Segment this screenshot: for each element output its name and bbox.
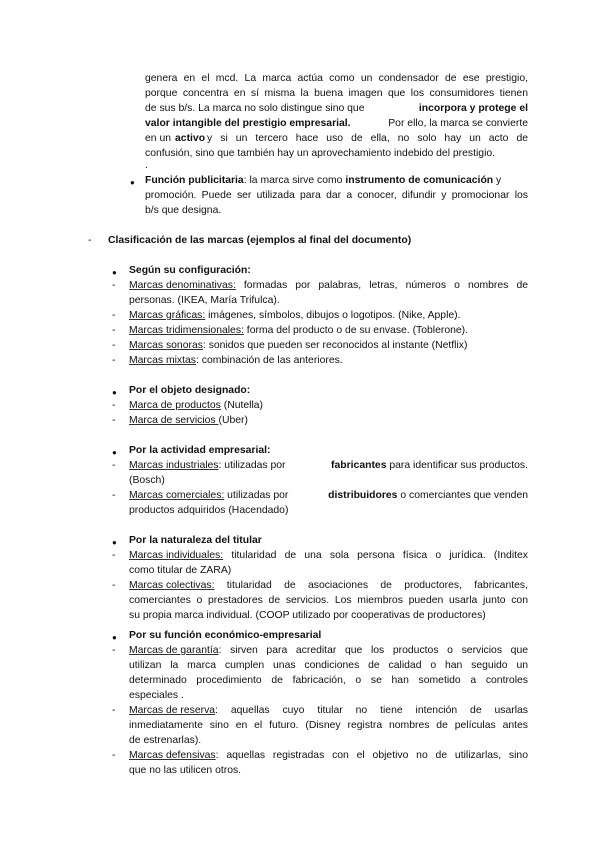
clasificacion-heading: Clasificación de las marcas (ejemplos al final del documento) bbox=[108, 235, 412, 246]
funcion-publicitaria-line-2: promoción. Puede ser utilizada para dar a conocer, difundir y promocionar los bbox=[145, 190, 528, 201]
objeto-heading: Por el objeto designado: bbox=[129, 385, 251, 396]
list-item: Marcas tridimensionales: forma del producto o de su envase. (Toblerone). bbox=[129, 325, 469, 336]
list-dash: - bbox=[112, 400, 116, 411]
funcion-publicitaria-line-3: b/s que designa. bbox=[145, 205, 222, 216]
list-item: Marca de productos (Nutella) bbox=[129, 400, 263, 411]
list-item: Marcas comerciales: utilizadas por distribuidores o comerciantes que venden bbox=[129, 490, 528, 501]
list-item-cont: productos adquiridos (Hacendado) bbox=[129, 505, 289, 516]
intro-line-5: en un activo y si un tercero hace uso de ella, no solo hay un acto de bbox=[145, 133, 528, 144]
list-item: Marcas mixtas: combinación de las anteriores. bbox=[129, 355, 343, 366]
funcion-economica-heading: Por su función económico-empresarial bbox=[129, 630, 322, 641]
list-dash: - bbox=[112, 580, 116, 591]
list-dash: - bbox=[112, 415, 116, 426]
intro-line-6: confusión, sino que también hay un aprovechamiento indebido del prestigio. bbox=[145, 148, 496, 159]
titular-heading: Por la naturaleza del titular bbox=[129, 535, 262, 546]
list-item-cont: como titular de ZARA) bbox=[129, 565, 232, 576]
list-item-cont: (Bosch) bbox=[129, 475, 165, 486]
list-item-cont: su propia marca individual. (COOP utilizado por cooperativas de productores) bbox=[129, 610, 486, 621]
list-item-cont: determinado procedimiento de fabricación, o se han sometido a controles bbox=[129, 675, 528, 686]
list-dash: - bbox=[112, 750, 116, 761]
list-item-cont: utilizan la marca cumplen unas condiciones de calidad o han seguido un bbox=[129, 660, 528, 671]
list-item: Marcas individuales: titularidad de una sola persona física o jurídica. (Inditex bbox=[129, 550, 528, 561]
list-dash: - bbox=[112, 355, 116, 366]
bullet-icon: ● bbox=[112, 538, 117, 547]
bullet-icon: ● bbox=[130, 178, 135, 187]
list-item: Marcas de reserva : aquellas cuyo titular no tiene intención de usarlas bbox=[129, 705, 528, 716]
intro-line-4: valor intangible del prestigio empresarial. Por ello, la marca se convierte bbox=[145, 118, 528, 129]
list-item-cont: que no las utilicen otros. bbox=[129, 765, 242, 776]
intro-period: . bbox=[145, 160, 148, 171]
list-item: Marcas industriales: utilizadas por fabricantes para identificar sus productos. bbox=[129, 460, 528, 471]
bullet-icon: ● bbox=[112, 448, 117, 457]
list-item-cont: inmediatamente sino en el futuro. (Disney registra nombres de películas antes bbox=[129, 720, 528, 731]
list-dash: - bbox=[112, 310, 116, 321]
intro-line-3: de sus b/s. La marca no solo distingue sino que incorpora y protege el bbox=[145, 103, 528, 114]
list-item-cont: especiales . bbox=[129, 690, 184, 701]
bullet-icon: ● bbox=[112, 633, 117, 642]
list-dash: - bbox=[112, 280, 116, 291]
list-item: Marca de servicios (Uber) bbox=[129, 415, 248, 426]
list-item: Marcas denominativas: formadas por palabras, letras, números o nombres de bbox=[129, 280, 528, 291]
intro-line-1: genera en el mcd. La marca actúa como un condensador de ese prestigio, bbox=[145, 73, 528, 84]
list-item-cont: de estrenarlas). bbox=[129, 735, 202, 746]
bullet-icon: ● bbox=[112, 268, 117, 277]
list-item-cont: comerciantes o prestadores de servicios. Los miembros pueden usarla junto con bbox=[129, 595, 528, 606]
list-dash: - bbox=[112, 705, 116, 716]
list-item: Marcas de garantía : sirven para acreditar que los productos o servicios que bbox=[129, 645, 528, 656]
list-dash: - bbox=[112, 325, 116, 336]
list-dash: - bbox=[112, 490, 116, 501]
list-item: Marcas sonoras: sonidos que pueden ser reconocidos al instante (Netflix) bbox=[129, 340, 468, 351]
list-dash: - bbox=[112, 550, 116, 561]
list-dash: - bbox=[112, 645, 116, 656]
list-item: Marcas defensivas : aquellas registradas con el objetivo no de utilizarlas, sino bbox=[129, 750, 528, 761]
list-item-cont: personas. (IKEA, María Trifulca). bbox=[129, 295, 280, 306]
heading-dash: - bbox=[88, 235, 92, 246]
list-dash: - bbox=[112, 460, 116, 471]
list-item: Marcas gráficas: imágenes, símbolos, dibujos o logotipos. (Nike, Apple). bbox=[129, 310, 461, 321]
bullet-icon: ● bbox=[112, 388, 117, 397]
funcion-publicitaria-line-1: Función publicitaria : la marca sirve como instrumento de comunicación y bbox=[145, 175, 502, 186]
intro-line-2: porque concentra en sí misma la buena imagen que los consumidores tienen bbox=[145, 88, 528, 99]
list-item: Marcas colectivas: titularidad de asociaciones de productores, fabricantes, bbox=[129, 580, 528, 591]
actividad-heading: Por la actividad empresarial: bbox=[129, 445, 271, 456]
configuracion-heading: Según su configuración: bbox=[129, 265, 251, 276]
list-dash: - bbox=[112, 340, 116, 351]
